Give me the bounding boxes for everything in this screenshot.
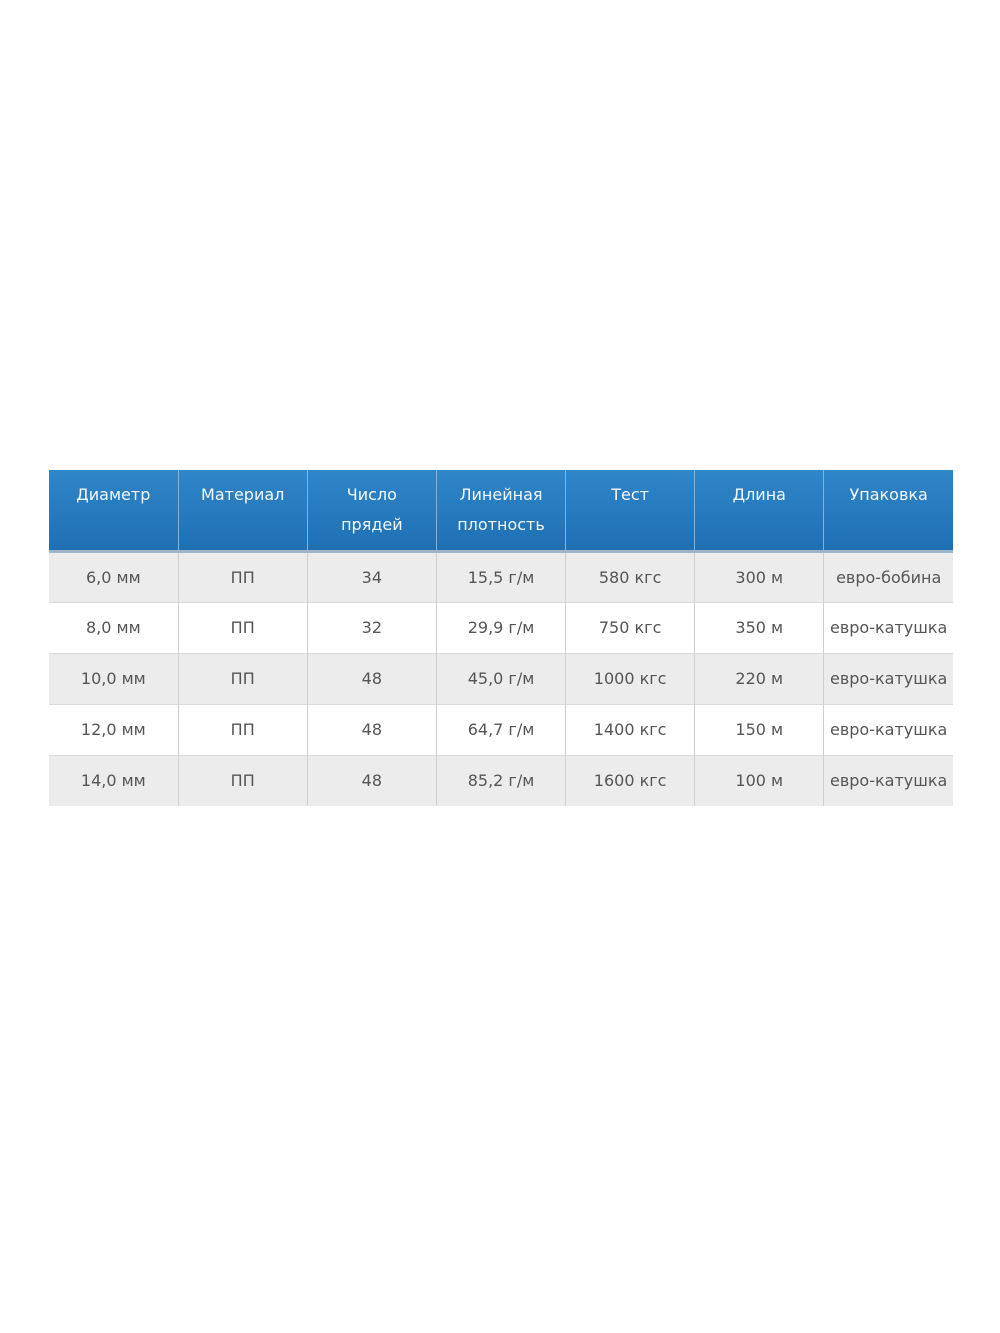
table-row — [49, 704, 953, 755]
cell-packaging: евро-катушка — [824, 704, 953, 755]
cell-strands: 34 — [307, 551, 436, 602]
cell-length: 300 м — [695, 551, 824, 602]
header-linear-density: Линейная плотность — [436, 470, 565, 551]
cell-test: 1400 кгс — [566, 704, 695, 755]
cell-linear-density: 64,7 г/м — [436, 704, 565, 755]
specifications-table — [49, 470, 953, 806]
table-header — [49, 470, 953, 551]
cell-strands: 48 — [307, 653, 436, 704]
header-material: Материал — [178, 470, 307, 551]
cell-linear-density: 15,5 г/м — [436, 551, 565, 602]
cell-packaging: евро-бобина — [824, 551, 953, 602]
cell-length: 100 м — [695, 755, 824, 806]
cell-packaging: евро-катушка — [824, 755, 953, 806]
cell-diameter: 12,0 мм — [49, 704, 178, 755]
cell-linear-density: 85,2 г/м — [436, 755, 565, 806]
table-row — [49, 551, 953, 602]
cell-strands: 48 — [307, 704, 436, 755]
cell-test: 1600 кгс — [566, 755, 695, 806]
header-row — [49, 470, 953, 551]
header-diameter: Диаметр — [49, 470, 178, 551]
cell-material: ПП — [178, 755, 307, 806]
cell-test: 1000 кгс — [566, 653, 695, 704]
table-row — [49, 755, 953, 806]
cell-material: ПП — [178, 653, 307, 704]
header-strands: Число прядей — [307, 470, 436, 551]
cell-diameter: 6,0 мм — [49, 551, 178, 602]
cell-packaging: евро-катушка — [824, 653, 953, 704]
cell-diameter: 10,0 мм — [49, 653, 178, 704]
cell-material: ПП — [178, 551, 307, 602]
cell-test: 580 кгс — [566, 551, 695, 602]
table-row — [49, 653, 953, 704]
cell-material: ПП — [178, 602, 307, 653]
cell-test: 750 кгс — [566, 602, 695, 653]
header-length: Длина — [695, 470, 824, 551]
header-test: Тест — [566, 470, 695, 551]
cell-length: 220 м — [695, 653, 824, 704]
cell-strands: 48 — [307, 755, 436, 806]
table-row — [49, 602, 953, 653]
cell-material: ПП — [178, 704, 307, 755]
cell-linear-density: 29,9 г/м — [436, 602, 565, 653]
cell-strands: 32 — [307, 602, 436, 653]
cell-diameter: 14,0 мм — [49, 755, 178, 806]
header-packaging: Упаковка — [824, 470, 953, 551]
cell-packaging: евро-катушка — [824, 602, 953, 653]
cell-length: 150 м — [695, 704, 824, 755]
cell-linear-density: 45,0 г/м — [436, 653, 565, 704]
table-body — [49, 551, 953, 806]
cell-length: 350 м — [695, 602, 824, 653]
cell-diameter: 8,0 мм — [49, 602, 178, 653]
